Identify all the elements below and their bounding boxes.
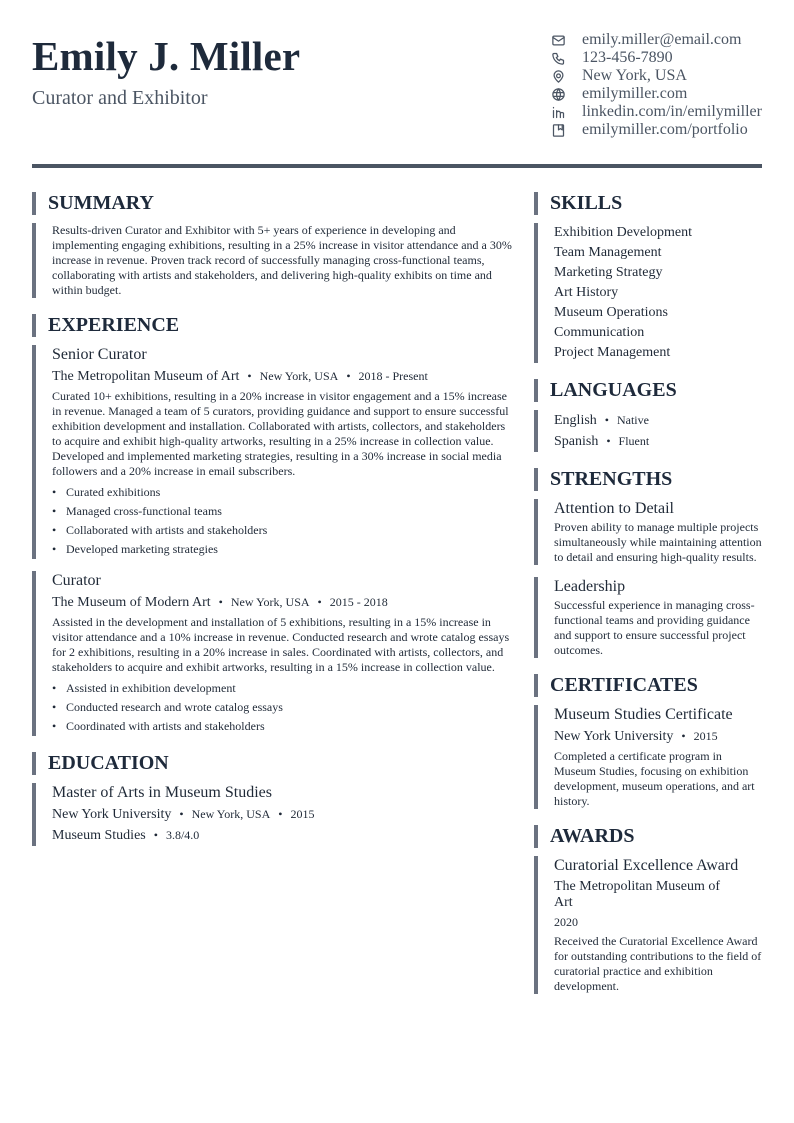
- strengths-heading: STRENGTHS: [534, 468, 762, 491]
- certificate-meta: New York University • 2015: [554, 729, 718, 744]
- globe-icon: [550, 86, 566, 102]
- job-description: Assisted in the development and installation of 5 exhibitions, resulting in a 15% increase in visitor attendance and a 10% increase in revenue. Conducted research and wrote catalog essays for 2 exhibitions, resulting in a 20% increase in sales. Coordinated with artists, collectors, and stakeholders to acquire and exhibit artworks, resulting in a 15% increase in collection value.: [52, 615, 510, 674]
- language-name: Spanish: [554, 434, 599, 449]
- awards-heading: AWARDS: [534, 825, 762, 848]
- certificate-title: Museum Studies Certificate: [554, 706, 733, 723]
- job-location: New York, USA: [230, 595, 310, 609]
- job-dates: 2018 - Present: [358, 369, 428, 383]
- contact-linkedin[interactable]: [550, 103, 762, 121]
- certificate-text: Completed a certificate program in Museum Studies, focusing on exhibition development, museum operations, and art history.: [554, 749, 755, 808]
- skills-section: [534, 223, 762, 363]
- phone-icon: [550, 50, 566, 66]
- education-field-row: Museum Studies • 3.8/4.0: [52, 828, 200, 843]
- portfolio-icon: [550, 122, 566, 138]
- strength-text: Proven ability to manage multiple projects simultaneously while maintaining attention to detail and ensuring high-quality results.: [554, 520, 762, 564]
- job-org: The Museum of Modern Art: [52, 595, 211, 610]
- strength-title: Leadership: [554, 578, 626, 595]
- language-level: Native: [616, 413, 649, 427]
- job-bullet: • Conducted research and wrote catalog essays: [52, 698, 512, 717]
- contact-email-text: emily.miller@email.com: [582, 31, 742, 48]
- contact-portfolio[interactable]: [550, 121, 762, 139]
- contact-location: [550, 67, 762, 85]
- left-column: [32, 192, 512, 846]
- field-of-study: Museum Studies: [52, 828, 146, 843]
- job-bullet: • Coordinated with artists and stakeholders: [52, 717, 512, 736]
- degree: Master of Arts in Museum Studies: [52, 784, 272, 801]
- job-bullet: • Assisted in exhibition development: [52, 679, 512, 698]
- award-text: Received the Curatorial Excellence Award for outstanding contributions to the field of curatorial practice and exhibition development.: [554, 934, 762, 993]
- strength-text: Successful experience in managing cross-functional teams and providing guidance and support to ensure successful project outcomes.: [554, 598, 755, 657]
- contact-phone[interactable]: [550, 49, 762, 67]
- job-description: Curated 10+ exhibitions, resulting in a 20% increase in visitor engagement and a 15% increase in revenue. Managed a team of 5 curators, providing guidance and support to ensure successful exhibition development and installation. Collaborated with artists, collectors, and stakeholders to acquire and exhibit high-quality artworks, resulting in a 25% increase in collection value. Developed and implemented marketing strategies, resulting in a 30% increase in social media followers and a 20% increase in email subscribers.: [52, 389, 509, 478]
- skill-item: Team Management: [554, 245, 662, 260]
- experience-item: [32, 345, 512, 559]
- job-role: Curator: [52, 572, 101, 589]
- summary-heading: SUMMARY: [32, 192, 512, 215]
- contact-website-text: emilymiller.com: [582, 85, 688, 102]
- certificate-issuer: New York University: [554, 729, 674, 744]
- contact-location-text: New York, USA: [582, 67, 687, 84]
- graduation-year: 2015: [290, 807, 315, 821]
- job-bullet: • Collaborated with artists and stakeholders: [52, 521, 512, 540]
- skill-item: Project Management: [554, 345, 671, 360]
- skill-item: Museum Operations: [554, 305, 668, 320]
- education-heading: EDUCATION: [32, 752, 512, 775]
- strength-item: [534, 577, 762, 658]
- certificates-heading: CERTIFICATES: [534, 674, 762, 697]
- skill-item: Communication: [554, 325, 645, 340]
- job-meta: The Metropolitan Museum of Art • New York, USA • 2018 - Present: [52, 369, 428, 384]
- job-org: The Metropolitan Museum of Art: [52, 369, 240, 384]
- language-item: English • Native: [554, 413, 649, 428]
- certificate-year: 2015: [693, 729, 718, 743]
- education-section: [32, 783, 512, 846]
- job-location: New York, USA: [259, 369, 339, 383]
- summary-section: [32, 223, 512, 298]
- job-dates: 2015 - 2018: [329, 595, 388, 609]
- candidate-name: Emily J. Miller: [32, 33, 301, 79]
- certificate-item: [534, 705, 762, 809]
- job-bullets: [52, 483, 512, 559]
- experience-item: [32, 571, 512, 736]
- contact-website[interactable]: [550, 85, 762, 103]
- right-column: [534, 192, 762, 994]
- candidate-title: Curator and Exhibitor: [32, 87, 208, 109]
- languages-section: [534, 410, 762, 452]
- award-item: [534, 856, 762, 994]
- languages-heading: LANGUAGES: [534, 379, 762, 402]
- job-bullet: • Curated exhibitions: [52, 483, 512, 502]
- contact-portfolio-text: emilymiller.com/portfolio: [582, 121, 748, 138]
- job-meta: The Museum of Modern Art • New York, USA • 2015 - 2018: [52, 595, 388, 610]
- education-meta: New York University • New York, USA • 2015: [52, 807, 315, 822]
- school-location: New York, USA: [191, 807, 271, 821]
- contact-list: [550, 31, 762, 139]
- award-year: 2020: [554, 915, 578, 929]
- skill-item: Art History: [554, 285, 619, 300]
- skills-heading: SKILLS: [534, 192, 762, 215]
- award-title: Curatorial Excellence Award: [554, 857, 739, 874]
- job-bullets: [52, 679, 512, 736]
- experience-heading: EXPERIENCE: [32, 314, 512, 337]
- school: New York University: [52, 807, 172, 822]
- skill-item: Marketing Strategy: [554, 265, 663, 280]
- job-bullet: • Managed cross-functional teams: [52, 502, 512, 521]
- header-divider: [32, 164, 762, 168]
- mail-icon: [550, 32, 566, 48]
- job-bullet: • Developed marketing strategies: [52, 540, 512, 559]
- contact-email[interactable]: [550, 31, 762, 49]
- language-item: Spanish • Fluent: [554, 434, 650, 449]
- language-name: English: [554, 413, 597, 428]
- skill-item: Exhibition Development: [554, 225, 693, 240]
- strength-title: Attention to Detail: [554, 500, 674, 517]
- award-issuer: The Metropolitan Museum of Art: [554, 879, 721, 910]
- strength-item: [534, 499, 762, 565]
- contact-phone-text: 123-456-7890: [582, 49, 673, 66]
- location-icon: [550, 68, 566, 84]
- linkedin-icon: [550, 104, 566, 120]
- language-level: Fluent: [618, 434, 650, 448]
- contact-linkedin-text: linkedin.com/in/emilymiller: [582, 103, 762, 120]
- gpa: 3.8/4.0: [165, 828, 200, 842]
- summary-text: Results-driven Curator and Exhibitor with 5+ years of experience in developing and implementing engaging exhibitions, resulting in a 25% increase in visitor attendance and a 30% increase in revenue. Proven track record of successfully managing cross-functional teams, collaborating with artists and stakeholders, and delivering high-quality exhibits on time and within budget.: [52, 223, 512, 297]
- job-role: Senior Curator: [52, 346, 147, 363]
